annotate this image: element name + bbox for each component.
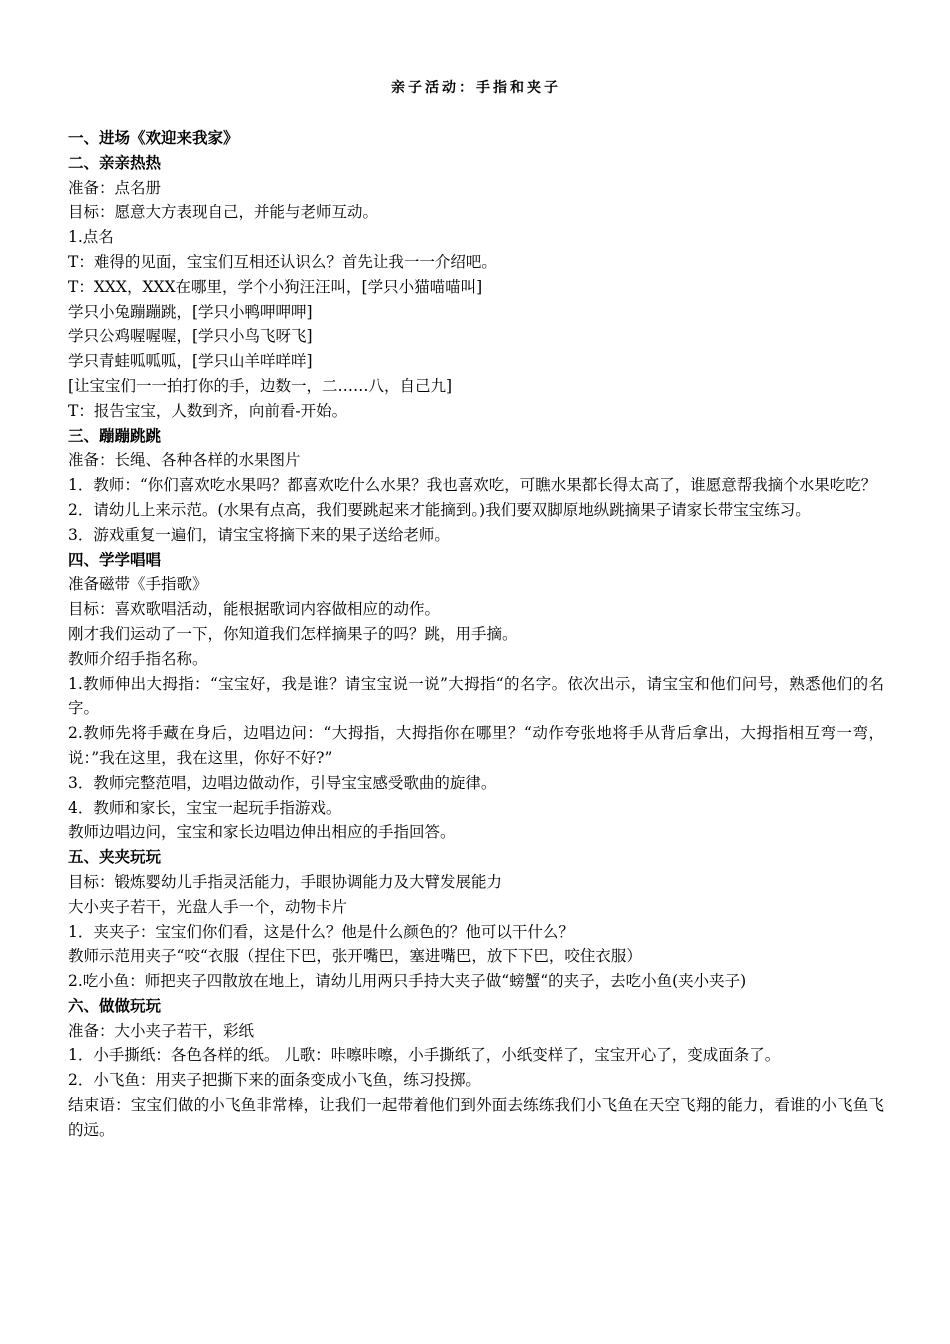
paragraph-line: 3．游戏重复一遍们，请宝宝将摘下来的果子送给老师。 bbox=[68, 525, 450, 544]
section-heading: 五、夹夹玩玩 bbox=[68, 847, 162, 867]
paragraph-line: 准备：长绳、各种各样的水果图片 bbox=[68, 451, 301, 470]
section-heading: 四、学学唱唱 bbox=[68, 549, 162, 569]
paragraph-line: 2.吃小鱼：师把夹子四散放在地上，请幼儿用两只手持大夹子做“螃蟹“的夹子，去吃小鱼(夹小夹子) bbox=[68, 972, 747, 991]
section-heading: 三、蹦蹦跳跳 bbox=[68, 425, 162, 445]
document-body bbox=[68, 126, 884, 1143]
section-heading: 二、亲亲热热 bbox=[68, 152, 162, 172]
paragraph-line: 4．教师和家长，宝宝一起玩手指游戏。 bbox=[68, 798, 342, 817]
paragraph-line: 大小夹子若干，光盘人手一个，动物卡片 bbox=[68, 897, 348, 916]
paragraph-line: T：难得的见面，宝宝们互相还认识么？首先让我一一介绍吧。 bbox=[68, 252, 497, 271]
paragraph-line: 教师介绍手指名称。 bbox=[68, 649, 208, 668]
paragraph-line: T：报告宝宝，人数到齐，向前看-开始。 bbox=[68, 401, 348, 420]
paragraph-line: 1.教师伸出大拇指：“宝宝好，我是谁？请宝宝说一说”大拇指“的名字。依次出示，请宝宝和他们问号，熟悉他们的名字。 bbox=[68, 674, 884, 718]
section-heading: 六、做做玩玩 bbox=[68, 995, 162, 1015]
paragraph-line: 2．小飞鱼：用夹子把撕下来的面条变成小飞鱼，练习投掷。 bbox=[68, 1071, 481, 1090]
paragraph-line: 刚才我们运动了一下，你知道我们怎样摘果子的吗？跳，用手摘。 bbox=[68, 624, 518, 643]
paragraph-line: 1．教师：“你们喜欢吃水果吗？都喜欢吃什么水果？我也喜欢吃，可瞧水果都长得太高了，谁愿意帮我摘个水果吃吃？ bbox=[68, 476, 877, 495]
paragraph-line: 2.教师先将手藏在身后，边唱边问：“大拇指，大拇指你在哪里？“动作夸张地将手从背后拿出，大拇指相互弯一弯，说：”我在这里，我在这里，你好不好?” bbox=[68, 724, 884, 767]
paragraph-line: 教师边唱边问，宝宝和家长边唱边伸出相应的手指回答。 bbox=[68, 823, 456, 842]
document-page bbox=[68, 0, 884, 1143]
paragraph-line: 3．教师完整范唱，边唱边做动作，引导宝宝感受歌曲的旋律。 bbox=[68, 773, 497, 792]
document-title: 亲子活动：手指和夹子 bbox=[391, 80, 561, 96]
paragraph-line: 结束语：宝宝们做的小飞鱼非常棒，让我们一起带着他们到外面去练练我们小飞鱼在天空飞翔的能力，看谁的小飞鱼飞的远。 bbox=[68, 1096, 884, 1139]
paragraph-line: 2．请幼儿上来示范。(水果有点高，我们要跳起来才能摘到。)我们要双脚原地纵跳摘果子请家长带宝宝练习。 bbox=[68, 500, 811, 519]
paragraph-line: 1.点名 bbox=[68, 228, 114, 247]
paragraph-line: 学只小兔蹦蹦跳，[学只小鸭呷呷呷] bbox=[68, 302, 313, 321]
paragraph-line: 目标：愿意大方表现自己，并能与老师互动。 bbox=[68, 203, 379, 222]
paragraph-line: 准备：点名册 bbox=[68, 178, 162, 197]
paragraph-line: T：XXX，XXX在哪里，学个小狗汪汪叫，[学只小猫喵喵叫] bbox=[68, 277, 483, 296]
paragraph-line: 目标：喜欢歌唱活动，能根据歌词内容做相应的动作。 bbox=[68, 600, 441, 619]
paragraph-line: 1．小手撕纸：各色各样的纸。 儿歌：咔嚓咔嚓，小手撕纸了，小纸变样了，宝宝开心了，变成面条了。 bbox=[68, 1046, 781, 1065]
paragraph-line: 1．夹夹子：宝宝们你们看，这是什么？他是什么颜色的？他可以干什么？ bbox=[68, 922, 574, 941]
paragraph-line: 准备：大小夹子若干，彩纸 bbox=[68, 1021, 255, 1040]
paragraph-line: 准备磁带《手指歌》 bbox=[68, 575, 208, 594]
section-heading: 一、进场《欢迎来我家》 bbox=[68, 128, 239, 147]
paragraph-line: 学只公鸡喔喔喔，[学只小鸟飞呀飞] bbox=[68, 327, 313, 346]
paragraph-line: 目标：锻炼婴幼儿手指灵活能力，手眼协调能力及大臂发展能力 bbox=[68, 872, 503, 891]
paragraph-line: 教师示范用夹子“咬“衣服（捏住下巴，张开嘴巴，塞进嘴巴，放下下巴，咬住衣服） bbox=[68, 947, 642, 966]
paragraph-line: [让宝宝们一一拍打你的手，边数一，二……八，自己九] bbox=[68, 376, 453, 395]
paragraph-line: 学只青蛙呱呱呱，[学只山羊咩咩咩] bbox=[68, 352, 313, 371]
